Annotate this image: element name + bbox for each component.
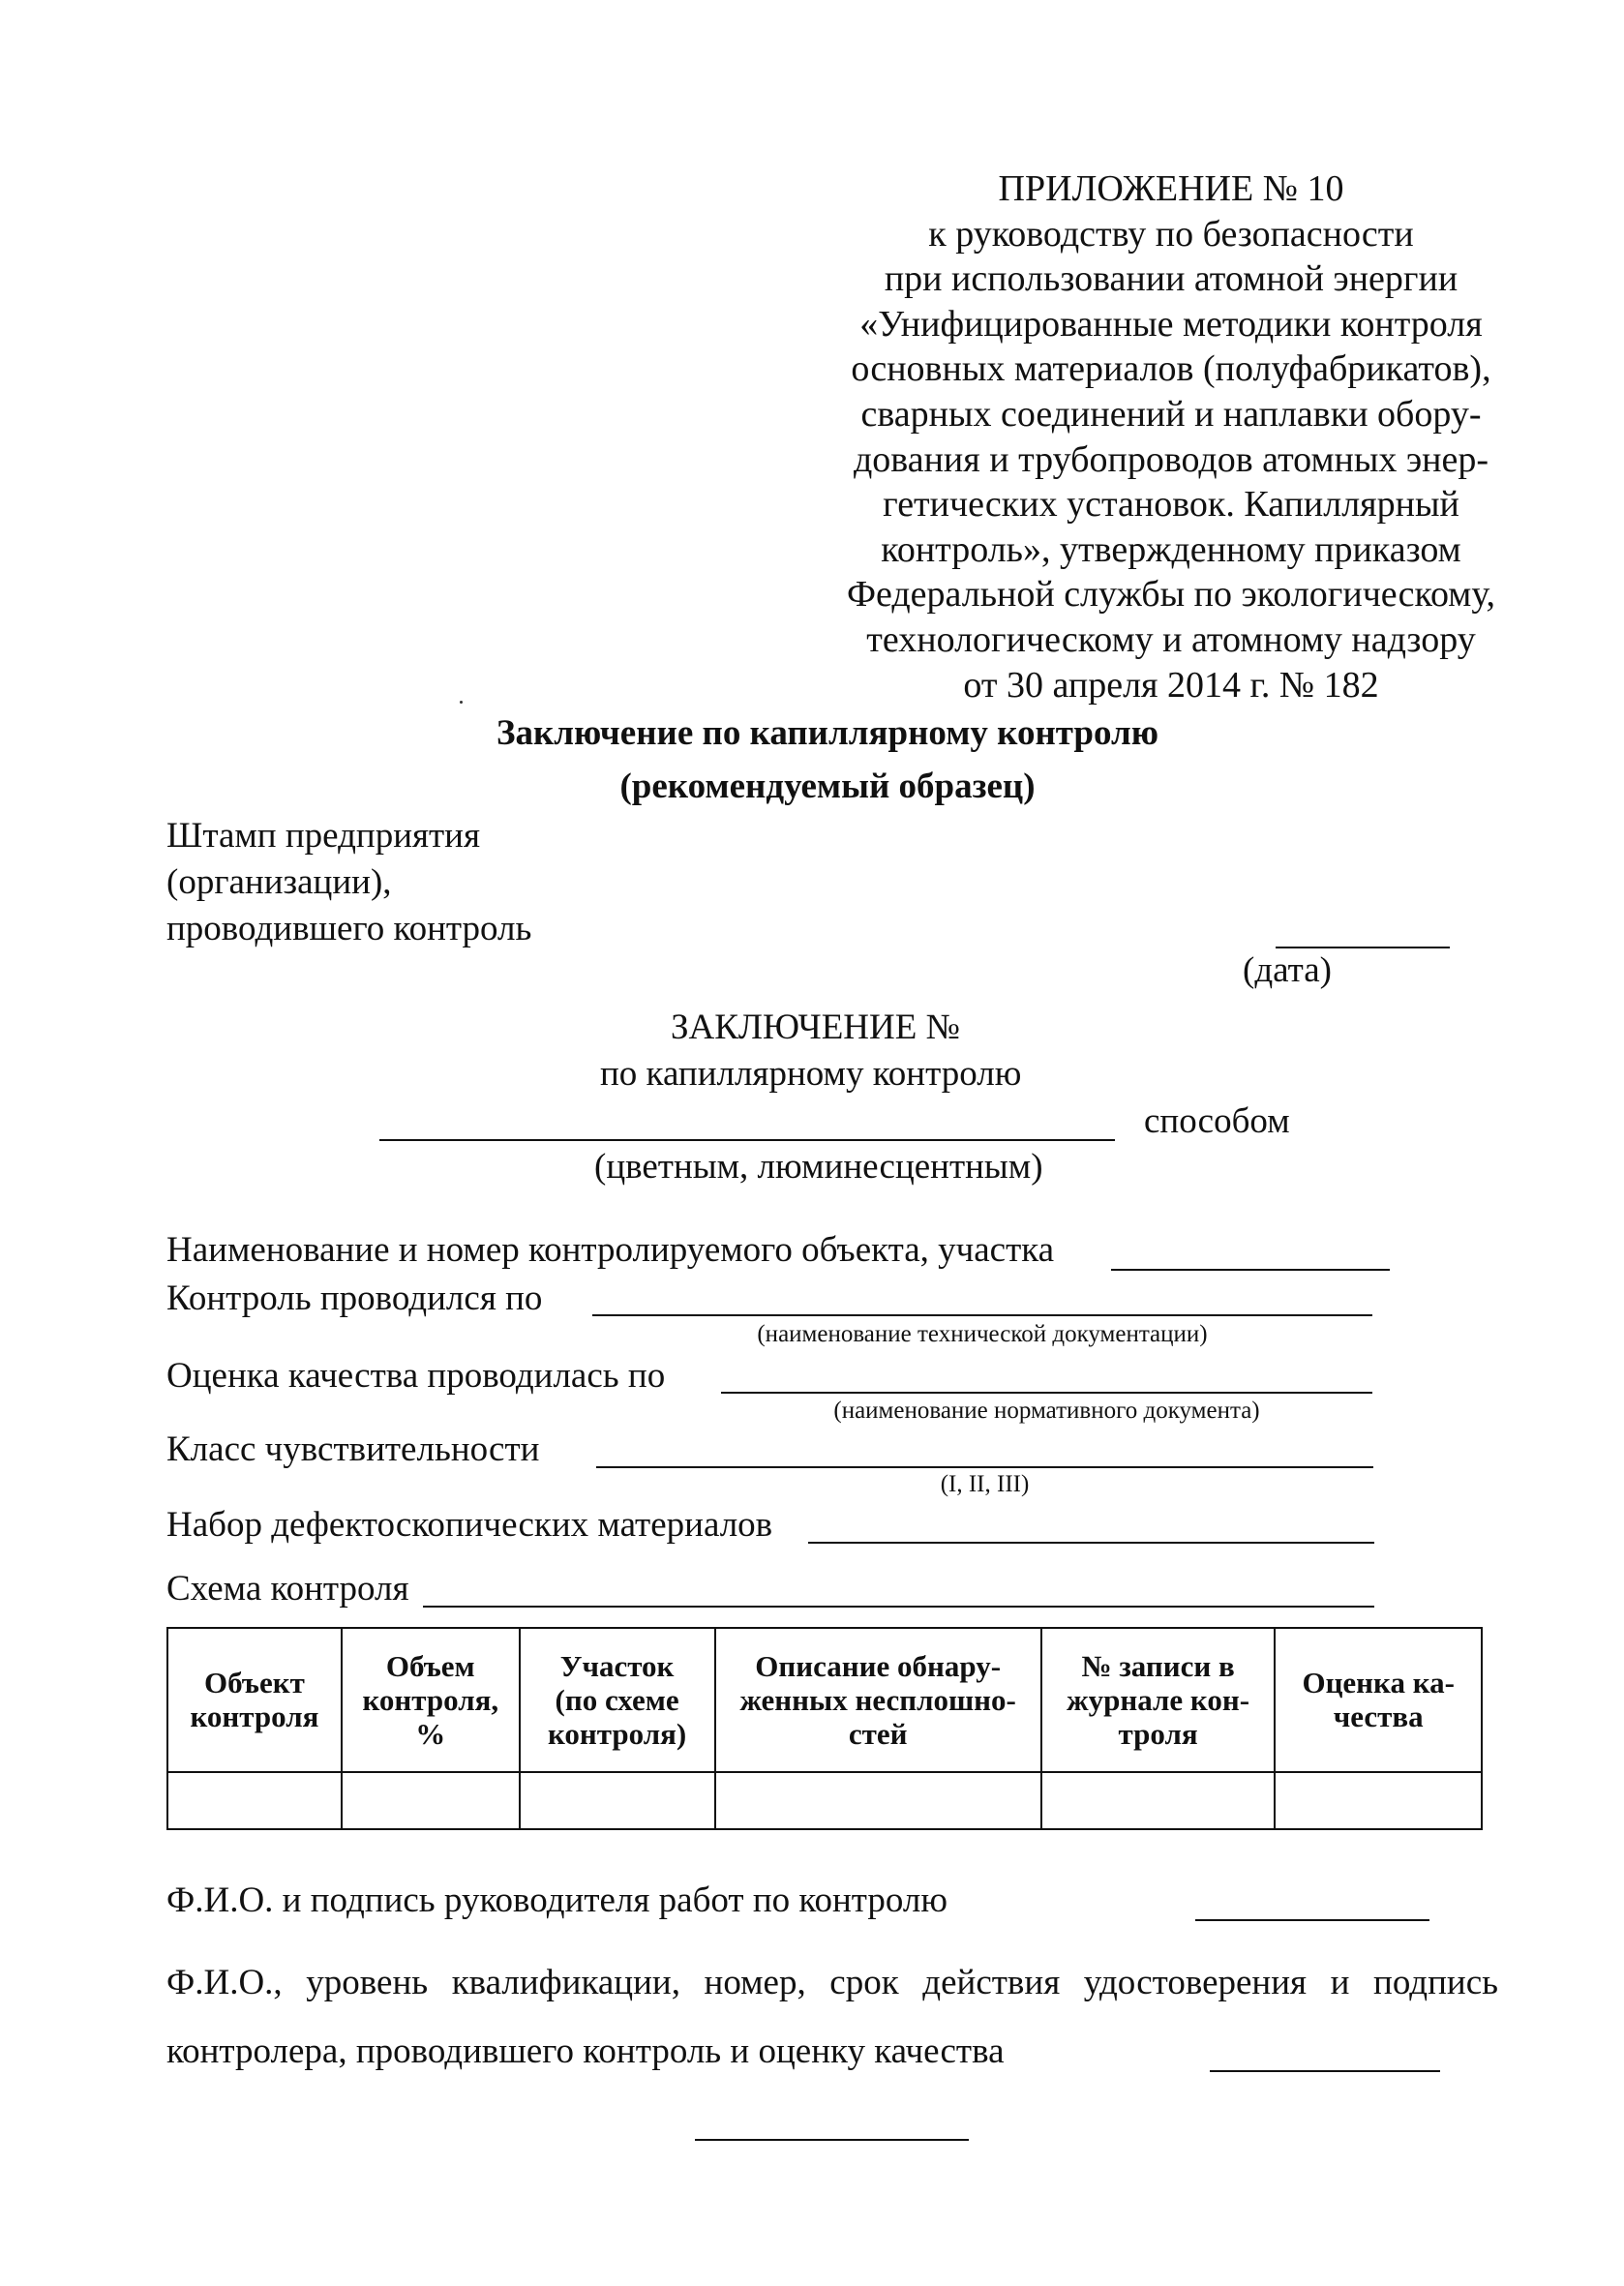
appendix-line: контроль», утвержденному приказом <box>881 528 1461 570</box>
materials-line[interactable] <box>808 1542 1374 1544</box>
results-table <box>166 1627 1483 1830</box>
document-title <box>319 707 1336 813</box>
table-cell[interactable] <box>520 1772 715 1829</box>
object-name-label: Наименование и номер контролируемого объекта, участка <box>166 1230 1055 1270</box>
table-header-cell: Объект контроля <box>167 1628 342 1772</box>
stamp-line: проводившего контроль <box>166 909 532 948</box>
date-label: (дата) <box>1243 950 1332 990</box>
table-cell[interactable] <box>1041 1772 1276 1829</box>
quality-by-line[interactable] <box>721 1392 1372 1394</box>
document-title-line1: Заключение по капиллярному контролю <box>496 713 1159 753</box>
appendix-line: к руководству по безопасности <box>928 213 1414 255</box>
conclusion-heading: ЗАКЛЮЧЕНИЕ № <box>671 1008 960 1047</box>
method-line[interactable] <box>379 1139 1115 1141</box>
appendix-header <box>794 166 1549 707</box>
appendix-line: дования и трубопроводов атомных энер- <box>853 438 1489 480</box>
table-cell[interactable] <box>167 1772 342 1829</box>
stamp-line: Штамп предприятия <box>166 816 481 856</box>
date-line[interactable] <box>1276 947 1450 948</box>
control-by-hint: (наименование технической документации) <box>757 1321 1208 1347</box>
stamp-block <box>166 813 531 952</box>
table-cell[interactable] <box>342 1772 520 1829</box>
table-cell[interactable] <box>1275 1772 1482 1829</box>
table-header-cell: № записи в журнале кон- троля <box>1041 1628 1276 1772</box>
appendix-line: ПРИЛОЖЕНИЕ № 10 <box>998 168 1344 209</box>
footer-line <box>695 2139 969 2141</box>
sensitivity-line[interactable] <box>596 1466 1373 1468</box>
appendix-line: гетических установок. Капиллярный <box>883 484 1459 526</box>
table-header-cell: Описание обнару- женных несплошно- стей <box>715 1628 1041 1772</box>
control-by-line[interactable] <box>592 1314 1372 1316</box>
appendix-line: Федеральной службы по экологическому, <box>846 574 1496 616</box>
sensitivity-hint: (I, II, III) <box>940 1471 1030 1497</box>
object-name-line[interactable] <box>1111 1269 1390 1271</box>
table-cell[interactable] <box>715 1772 1041 1829</box>
table-header-row <box>167 1628 1482 1772</box>
appendix-line: сварных соединений и наплавки обору- <box>860 393 1482 435</box>
head-signature-label: Ф.И.О. и подпись руководителя работ по контролю <box>166 1880 948 1920</box>
document-title-line2: (рекомендуемый образец) <box>619 767 1036 806</box>
head-signature-line[interactable] <box>1195 1919 1429 1921</box>
appendix-line: технологическому и атомному надзору <box>866 618 1476 660</box>
scheme-line[interactable] <box>423 1606 1374 1608</box>
method-word: способом <box>1144 1101 1290 1141</box>
controller-signature-label: Ф.И.О., уровень квалификации, номер, срок действия удостоверения и подпись <box>166 1963 1498 2002</box>
table-header-cell: Участок (по схеме контроля) <box>520 1628 715 1772</box>
scan-speck <box>460 701 463 704</box>
appendix-line: при использовании атомной энергии <box>884 258 1459 300</box>
control-by-label: Контроль проводился по <box>166 1278 543 1318</box>
appendix-line: «Унифицированные методики контроля <box>859 303 1483 345</box>
quality-by-label: Оценка качества проводилась по <box>166 1356 666 1396</box>
quality-by-hint: (наименование нормативного документа) <box>833 1398 1260 1424</box>
table-header-cell: Оценка ка- чества <box>1275 1628 1482 1772</box>
materials-label: Набор дефектоскопических материалов <box>166 1505 773 1545</box>
table-header-cell: Объем контроля, % <box>342 1628 520 1772</box>
stamp-line: (организации), <box>166 862 392 902</box>
sensitivity-label: Класс чувствительности <box>166 1429 540 1469</box>
scheme-label: Схема контроля <box>166 1569 409 1609</box>
appendix-line: основных материалов (полуфабрикатов), <box>851 348 1491 390</box>
conclusion-subheading: по капиллярному контролю <box>600 1054 1022 1094</box>
table-row <box>167 1772 1482 1829</box>
method-hint: (цветным, люминесцентным) <box>594 1147 1043 1187</box>
appendix-line: от 30 апреля 2014 г. № 182 <box>963 664 1379 706</box>
controller-signature-label-cont: контролера, проводившего контроль и оценку качества <box>166 2031 1005 2071</box>
controller-signature-line[interactable] <box>1210 2070 1440 2072</box>
